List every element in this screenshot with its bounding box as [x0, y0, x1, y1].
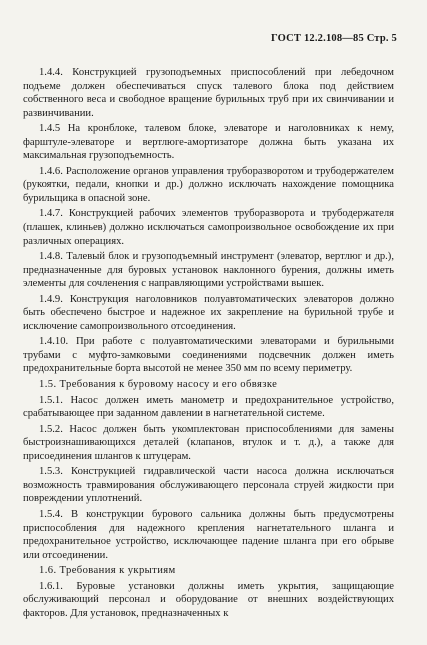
paragraph-1-4-5: 1.4.5 На кронблоке, талевом блоке, элеваторе и наголовниках к нему, фарштуле-элеваторе и вертлюге-амортизаторе должна быть указана их максимальная грузоподъемность. [23, 123, 394, 162]
document-body [23, 66, 394, 622]
paragraph-1-5-1: 1.5.1. Насос должен иметь манометр и предохранительное устройство, срабатывающее при заданном давлении в нагнетательной системе. [23, 394, 394, 420]
paragraph-1-5-4: 1.5.4. В конструкции бурового сальника должны быть предусмотрены приспособления для надежного крепления нагнетательного шланга и предохранительное устройство, исключающее падение шланга при его обрыве или отсоединении. [23, 508, 394, 561]
section-heading-1-6: 1.6. Требования к укрытиям [39, 565, 176, 577]
paragraph-1-6-1: 1.6.1. Буровые установки должны иметь укрытия, защищающие обслуживающий персонал и оборудование от внешних воздействующих факторов. Для установок, предназначенных к [23, 580, 394, 619]
paragraph-1-4-10: 1.4.10. При работе с полуавтоматическими элеваторами и бурильными трубами с муфто-замковыми соединениями подсвечник должен иметь предохранительные борта высотой не менее 350 мм по всему периметру. [23, 336, 394, 375]
section-heading-1-5: 1.5. Требования к буровому насосу и его обвязке [39, 379, 278, 391]
paragraph-1-4-9: 1.4.9. Конструкция наголовников полуавтоматических элеваторов должно быть обеспечено быстрое и надежное их закрепление на бурильной трубе и исключение самопроизвольного отсоединения. [23, 293, 394, 332]
paragraph-1-5-2: 1.5.2. Насос должен быть укомплектован приспособлениями для замены быстроизнашивающихся деталей (клапанов, втулок и т. д.), а также для присоединения шлангов к штуцерам. [23, 423, 394, 462]
page-header: ГОСТ 12.2.108—85 Стр. 5 [271, 33, 397, 44]
paragraph-1-5-3: 1.5.3. Конструкцией гидравлической части насоса должна исключаться возможность травмирования обслуживающего персонала струей жидкости при повреждении уплотнений. [23, 466, 394, 505]
paragraph-1-4-7: 1.4.7. Конструкцией рабочих элементов труборазворота и трубодержателя (плашек, клиньев) должно исключаться самопроизвольное освобождение их при различных операциях. [23, 208, 394, 247]
paragraph-1-4-8: 1.4.8. Талевый блок и грузоподъемный инструмент (элеватор, вертлюг и др.), предназначенные для буровых установок наклонного бурения, должны иметь элементы для сочленения с направляющими устройствами вышек. [23, 251, 394, 290]
paragraph-1-4-4: 1.4.4. Конструкцией грузоподъемных приспособлений при лебедочном подъеме должен обеспечиваться спуск талевого блока под действием собственного веса и свободное вращение бурильных труб при их свинчивании и развинчивании. [23, 67, 394, 119]
paragraph-1-4-6: 1.4.6. Расположение органов управления труборазворотом и трубодержателем (рукоятки, педали, кнопки и др.) должно исключать нахождение помощника бурильщика в опасной зоне. [23, 165, 394, 204]
